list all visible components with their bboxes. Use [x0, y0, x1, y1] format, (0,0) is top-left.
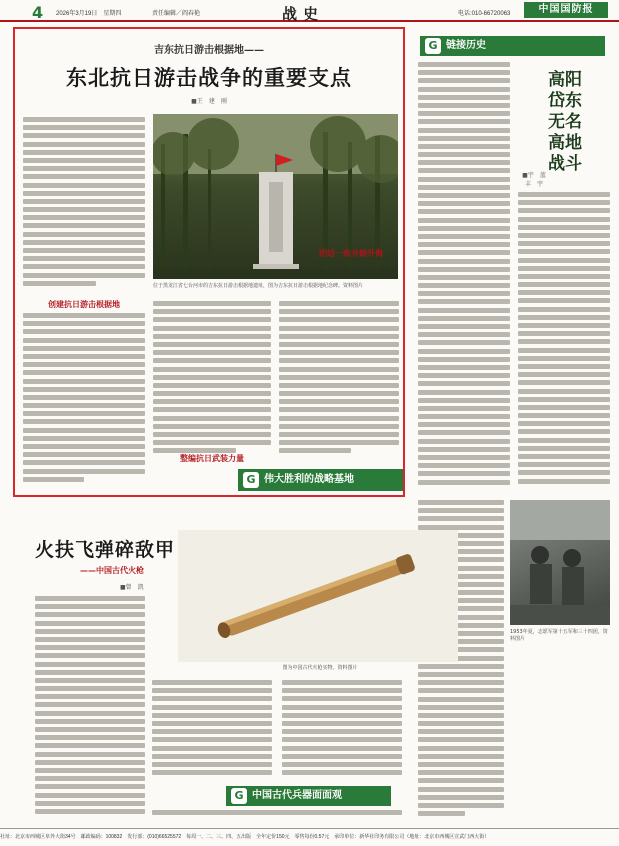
body-column — [279, 301, 399, 461]
side-title: 高阳岱东无名高地战斗 — [548, 70, 582, 174]
fire-lance-image — [178, 530, 458, 662]
rocket-caption: 图为中国古代火枪实物。资料图片 — [282, 665, 358, 671]
bottom-body-column — [35, 596, 145, 821]
bottom-author: ■曾 凯 — [120, 584, 144, 591]
soldiers-photo-image — [510, 500, 610, 625]
photo-caption: 位于黑龙江省七台河市的吉东抗日游击根据地遗址，图为吉东抗日游击根据地纪念碑。资料图片 — [153, 283, 364, 289]
subhead-forces: 整编抗日武装力量 — [180, 454, 244, 463]
g-logo-icon: G — [243, 472, 259, 488]
page-number: 4 — [32, 3, 44, 22]
side-header — [420, 36, 605, 56]
feature-title: 东北抗日游击战争的重要支点 — [66, 66, 352, 90]
date-line: 2026年3月19日 星期四 — [56, 11, 122, 17]
rocket-photo — [178, 530, 458, 662]
footer-text: 社址：北京市西城区阜外大街34号 邮政编码：100832 发行部：(010)66525572 每周一、二、三、四、五出版 全年定价150元 零售每份0.57元 承印单位：新华社印务有限公司（地址：北京市西城区宣武门西大街） — [0, 834, 490, 840]
body-column — [153, 301, 271, 461]
editor-line: 责任编辑／阎春艳 — [152, 11, 201, 17]
bottom-body-column — [282, 680, 402, 780]
body-column — [23, 313, 145, 489]
side-header-label: 链接历史 — [446, 40, 486, 51]
phone-number: 电话:010-66720063 — [458, 11, 511, 17]
page-footer — [0, 828, 619, 846]
feature-article — [13, 27, 405, 497]
section-title: 战史 — [282, 5, 325, 23]
bottom-banner — [226, 786, 391, 806]
feature-banner — [238, 469, 403, 491]
side-body-column — [418, 62, 510, 492]
side-photo-caption: 1953年夏，志愿军第十五军和三十四团，资料图片 — [510, 629, 608, 642]
page-header — [0, 0, 619, 22]
feature-author: ■王 建 刚 — [191, 98, 227, 105]
bottom-body-column — [152, 680, 272, 780]
bottom-subtitle: ——中国古代火枪 — [80, 566, 144, 575]
side-body-column — [518, 192, 610, 492]
feature-banner-label: 伟大胜利的战略基地 — [264, 474, 354, 485]
side-photo — [510, 500, 610, 625]
body-column — [23, 117, 145, 295]
feature-kicker: 吉东抗日游击根据地—— — [154, 45, 264, 56]
bottom-body-column — [152, 810, 402, 825]
g-logo-icon: G — [425, 38, 441, 54]
newspaper-logo: 中国国防报 — [524, 2, 608, 18]
bottom-banner-label: 中国古代兵器面面观 — [252, 790, 342, 801]
g-logo-icon: G — [231, 788, 247, 804]
side-author: ■宇 蓝 丰 宇 — [522, 172, 552, 188]
bottom-title: 火扶飞弹碎敌甲 — [35, 539, 176, 561]
subhead-base: 创建抗日游击根据地 — [48, 300, 120, 309]
subhead-unity: 团结一致共御外侮 — [319, 249, 383, 258]
